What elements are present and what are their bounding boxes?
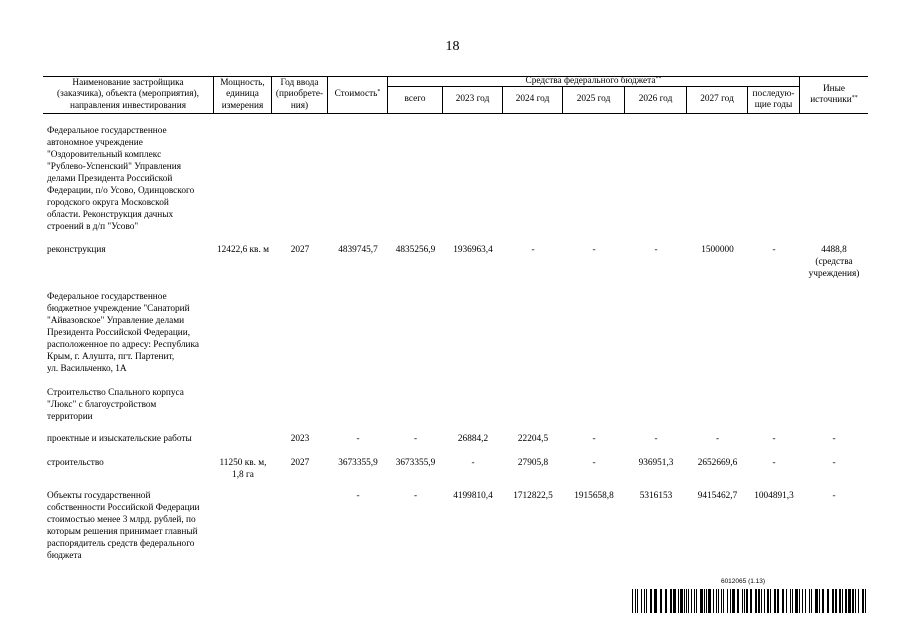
cost-cell: - — [356, 491, 360, 501]
barcode-bar — [839, 589, 841, 613]
barcode-bar — [848, 589, 851, 613]
other-sources-cell: 4488,8 (средства учреждения) — [808, 245, 860, 279]
barcode-bar — [727, 589, 728, 613]
cost-cell: - — [356, 434, 360, 444]
footnote-mark: ** — [851, 95, 858, 101]
barcode-bar — [758, 589, 760, 613]
barcode-bar — [842, 589, 843, 613]
barcode-bar — [809, 589, 810, 613]
barcode-bar — [694, 589, 695, 613]
barcode-bar — [774, 589, 776, 613]
barcode-bar — [637, 589, 638, 613]
barcode-bar — [761, 589, 762, 613]
item-name-cell: строительство — [47, 458, 104, 468]
barcode-bar — [755, 589, 757, 613]
column-header-capacity — [214, 77, 272, 113]
barcode-bar — [670, 589, 672, 613]
federal-2026-cell: 936951,3 — [638, 458, 674, 468]
column-header-later-years-label: последую- щие годы — [752, 88, 795, 110]
federal-2026-cell: 5316153 — [639, 491, 673, 501]
barcode-bar — [686, 589, 687, 613]
column-header-cost-label: Стоимость — [334, 89, 378, 100]
column-header-2027-label: 2027 год — [700, 94, 734, 105]
barcode-bar — [845, 589, 847, 613]
barcode-bar — [700, 589, 703, 613]
footnote-mark: ** — [655, 76, 662, 82]
federal-later-years-cell: - — [772, 434, 776, 444]
federal-2027-cell: 1500000 — [701, 245, 734, 255]
column-header-name — [43, 77, 214, 113]
barcode-bar — [744, 589, 745, 613]
federal-total-cell: - — [413, 434, 418, 444]
barcode-bar — [713, 589, 714, 613]
entity-title: Федеральное государственное бюджетное учреждение "Санаторий "Айвазовское" Управление делами Президента Российской Федерации, расположенное по адресу: Республика Крым, г. Алушта, пгт. Партенит, ул. Васильченко, 1А — [47, 292, 199, 374]
barcode-bar — [855, 589, 856, 613]
barcode-bar — [716, 589, 717, 613]
barcode-caption: 6012065 (1.13) — [720, 578, 766, 585]
federal-2025-cell: - — [592, 434, 596, 444]
barcode-bar — [827, 589, 829, 613]
column-header-other-sources — [800, 77, 868, 113]
footnote-mark: * — [377, 89, 381, 96]
barcode-bar — [673, 589, 676, 613]
barcode-bar — [732, 589, 735, 613]
barcode-bar — [832, 589, 834, 613]
barcode-bar — [822, 589, 824, 613]
federal-later-years-cell: 1004891,3 — [754, 491, 794, 501]
column-group-federal-budget — [388, 77, 800, 87]
column-header-2026-label: 2026 год — [638, 94, 673, 105]
federal-2026-cell: - — [654, 434, 658, 444]
barcode-bar — [654, 589, 657, 613]
column-header-2023 — [443, 87, 503, 113]
other-sources-cell: - — [832, 458, 836, 468]
barcode-bar — [650, 589, 652, 613]
federal-2025-cell: - — [592, 458, 596, 468]
federal-later-years-cell: - — [772, 458, 776, 468]
commissioning-year-cell: 2027 — [290, 458, 310, 468]
federal-2026-cell: - — [654, 245, 658, 255]
column-header-name-label: Наименование застройщика (заказчика), объекта (мероприятия), направления инвестирования — [57, 77, 199, 111]
column-header-year-label: Год ввода (приобрете- ния) — [275, 77, 324, 111]
barcode-bar — [815, 589, 818, 613]
barcode-bar — [792, 589, 793, 613]
barcode-bar — [865, 589, 866, 613]
federal-2027-cell: 9415462,7 — [697, 491, 738, 501]
column-header-other-sources-label: Иные источники — [810, 83, 852, 105]
column-header-2027 — [687, 87, 748, 113]
federal-2024-cell: - — [531, 245, 535, 255]
barcode-bar — [718, 589, 719, 613]
column-header-2026 — [625, 87, 687, 113]
barcode-bar — [678, 589, 679, 613]
column-header-federal-total-label: всего — [404, 94, 426, 105]
barcode-bar — [706, 589, 707, 613]
barcode-bar — [795, 589, 798, 613]
column-header-later-years — [748, 87, 800, 113]
barcode-bar — [665, 589, 667, 613]
federal-2024-cell: 22204,5 — [517, 434, 549, 444]
barcode-bar — [782, 589, 784, 613]
column-header-federal-total — [388, 87, 443, 113]
barcode-bar — [680, 589, 683, 613]
barcode-bar — [742, 589, 743, 613]
federal-2023-cell: 4199810,4 — [453, 491, 493, 501]
barcode-bar — [805, 589, 806, 613]
other-sources-cell: - — [832, 491, 836, 501]
barcode-bar — [704, 589, 705, 613]
barcode-bar — [835, 589, 837, 613]
barcode-bar — [764, 589, 765, 613]
federal-2025-cell: - — [592, 245, 596, 255]
commissioning-year-cell: 2027 — [290, 245, 310, 255]
object-title: Строительство Спального корпуса "Люкс" с благоустройством территории — [47, 388, 184, 422]
column-header-2024 — [503, 87, 563, 113]
column-group-federal-budget-label: Средства федерального бюджета — [525, 76, 656, 86]
barcode-bar — [684, 589, 685, 613]
item-name-cell: проектные и изыскательские работы — [47, 434, 192, 444]
page-number: 18 — [445, 39, 460, 54]
barcode-bar — [737, 589, 739, 613]
column-header-2023-label: 2023 год — [455, 94, 490, 105]
federal-2027-cell: 2652669,6 — [697, 458, 738, 468]
barcode-bar — [799, 589, 800, 613]
barcode-bar — [862, 589, 864, 613]
column-header-year — [272, 77, 328, 113]
federal-2024-cell: 1712822,5 — [513, 491, 553, 501]
barcode-bar — [770, 589, 771, 613]
federal-2023-cell: 26884,2 — [457, 434, 489, 444]
barcode-bar — [802, 589, 803, 613]
barcode-bar — [646, 589, 647, 613]
column-header-2025 — [563, 87, 625, 113]
barcode-bar — [811, 589, 812, 613]
barcode-bar — [641, 589, 642, 613]
barcode-bar — [660, 589, 662, 613]
barcode-bar — [786, 589, 787, 613]
barcode-bar — [696, 589, 697, 613]
barcode-bar — [819, 589, 820, 613]
capacity-cell: 12422,6 кв. м — [217, 245, 269, 255]
federal-total-cell: 3673355,9 — [395, 458, 436, 468]
barcode-bar — [632, 589, 633, 613]
barcode-bar — [767, 589, 769, 613]
commissioning-year-cell: 2023 — [290, 434, 310, 444]
federal-2023-cell: - — [471, 458, 475, 468]
barcode-bar — [691, 589, 692, 613]
barcode-bar — [688, 589, 689, 613]
column-header-capacity-label: Мощность, единица измерения — [220, 77, 265, 111]
entity-title: Федеральное государственное автономное учреждение "Оздоровительный комплекс "Рублево-Успенский" Управления делами Президента Российской Федерации, п/о Усово, Одинцовского городского округа Московской области. Реконструкция дачных строений в д/п "Усово" — [47, 126, 195, 232]
item-name-cell: реконструкция — [47, 245, 106, 255]
barcode-bar — [746, 589, 748, 613]
barcode-bar — [852, 589, 854, 613]
barcode-bar — [644, 589, 645, 613]
federal-total-cell: 4835256,9 — [395, 245, 436, 255]
barcode — [632, 589, 868, 613]
barcode-bar — [723, 589, 724, 613]
barcode-bar — [858, 589, 859, 613]
cost-cell: 4839745,7 — [338, 245, 378, 255]
table-header — [43, 76, 868, 114]
federal-2025-cell: 1915658,8 — [574, 491, 614, 501]
federal-2024-cell: 27905,8 — [517, 458, 549, 468]
federal-total-cell: - — [413, 491, 418, 501]
barcode-bar — [721, 589, 722, 613]
barcode-bar — [750, 589, 752, 613]
column-header-cost — [328, 77, 388, 113]
capacity-cell: 11250 кв. м, 1,8 га — [219, 458, 267, 480]
federal-later-years-cell: - — [772, 245, 776, 255]
federal-2023-cell: 1936963,4 — [453, 245, 493, 255]
column-header-2024-label: 2024 год — [515, 94, 550, 105]
other-sources-cell: - — [832, 434, 836, 444]
item-name-cell: Объекты государственной собственности Российской Федерации стоимостью менее 3 млрд. рублей, по которым решения принимает главный распорядитель средств федерального бюджета — [47, 491, 200, 561]
barcode-bar — [790, 589, 791, 613]
barcode-bar — [777, 589, 779, 613]
barcode-bar — [730, 589, 731, 613]
federal-2027-cell: - — [715, 434, 720, 444]
barcode-bar — [708, 589, 711, 613]
cost-cell: 3673355,9 — [338, 458, 378, 468]
barcode-bar — [635, 589, 636, 613]
column-header-2025-label: 2025 год — [576, 94, 611, 105]
